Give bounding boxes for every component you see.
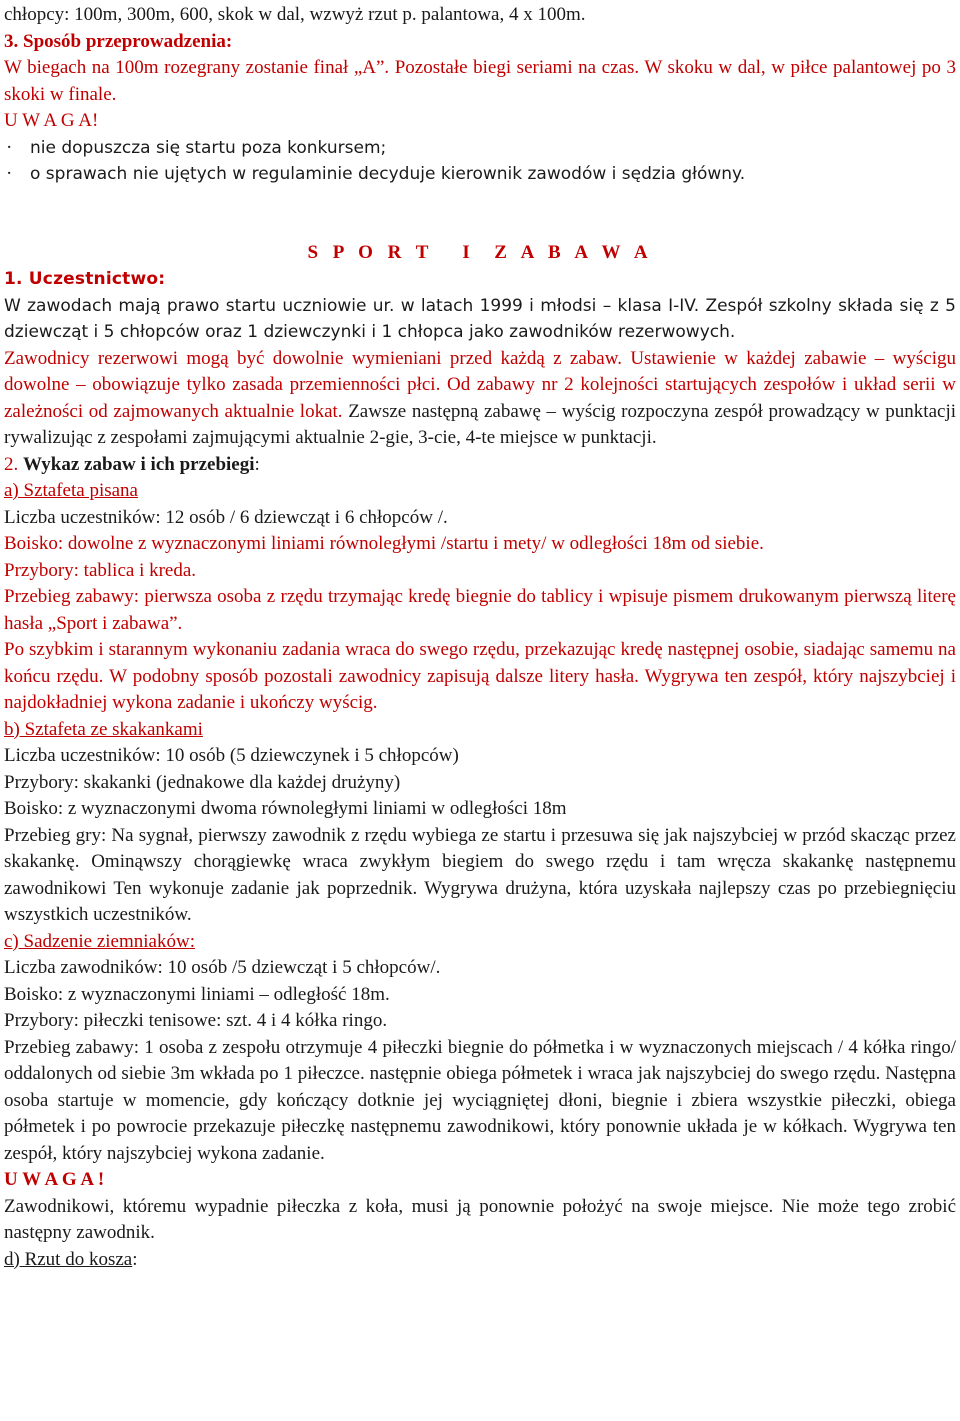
game-b-description: Przebieg gry: Na sygnał, pierwszy zawodnik z rzędu wybiega ze startu i przesuwa się jak najszybciej w przód skacząc przez skakankę. Ominąwszy chorągiewkę wraca zwykłym biegiem do swego rzędu i tam wręcza skakankę następnemu zawodnikowi Ten wykonuje zadanie jak poprzednik. Wygrywa drużyna, która uzyskała najlepszy czas po przebiegnięciu wszystkich uczestników. <box>4 824 956 925</box>
game-b-equipment: Przybory: skakanki (jednakowe dla każdej drużyny) <box>4 771 401 793</box>
bullet-dot-icon: · <box>6 136 13 158</box>
intro-line: chłopcy: 100m, 300m, 600, skok w dal, wzwyż rzut p. palantowa, 4 x 100m. <box>4 4 586 25</box>
game-b-participants: Liczba uczestników: 10 osób (5 dziewczynek i 5 chłopców) <box>4 745 459 766</box>
intro-block <box>4 2 956 188</box>
bullet-item: · o sprawach nie ujętych w regulaminie decyduje kierownik zawodów i sędzia główny. <box>4 161 956 188</box>
game-c-participants: Liczba zawodników: 10 osób /5 dziewcząt i 5 chłopców/. <box>4 957 441 978</box>
game-a-field: Boisko: dowolne z wyznaczonymi liniami równoległymi /startu i mety/ w odległości 18m od siebie. <box>4 533 764 554</box>
game-a-participants: Liczba uczestników: 12 osób / 6 dziewcząt i 6 chłopców /. <box>4 506 448 528</box>
game-c-title: c) Sadzenie ziemniaków: <box>4 930 195 952</box>
paragraph-runs: W biegach na 100m rozegrany zostanie finał „A”. Pozostałe biegi seriami na czas. W skoku w dal, w piłce palantowej po 3 skoki w finale. <box>4 57 956 105</box>
game-a-description: Przebieg zabawy: pierwsza osoba z rzędu trzymając kredę biegnie do tablicy i wpisuje pismem drukowanym pierwszą literę hasła „Sport i zabawa”. <box>4 586 956 634</box>
game-d-title: d) Rzut do kosza: <box>4 1248 138 1270</box>
game-c-equipment: Przybory: piłeczki tenisowe: szt. 4 i 4 kółka ringo. <box>4 1010 388 1031</box>
uwaga-label: U W A G A! <box>4 110 99 131</box>
game-b <box>4 717 956 929</box>
bullet-item: · nie dopuszcza się startu poza konkursem; <box>4 135 956 162</box>
bullet-dot-icon: · <box>6 163 13 184</box>
paragraph-uczestnictwo-rules: Zawodnicy rezerwowi mogą być dowolnie wymieniani przed każdą z zabaw. Ustawienie w każdej zabawie – wyścigu dowolne – obowiązuje tylko zasada przemienności płci. Od zabawy nr 2 kolejności startujących zespołów i układ serii w zależności od zajmowanych aktualnie lokat. Zawsze następną zabawę – wyścig rozpoczyna zespół prowadzący w punktacji rywalizując z zespołami zajmującymi aktualnie 2-gie, 3-cie, 4-te miejsce w punktacji. <box>4 347 957 448</box>
game-a-description-2: Po szybkim i starannym wykonaniu zadania wraca do swego rzędu, przekazując kredę następnej osobie, siadając samemu na końcu rzędu. W podobny sposób pozostali zawodnicy zapisują dalsze litery hasła. Wygrywa ten zespół, który najszybciej i najdokładniej wykona zadanie i ukończy wyścig. <box>4 639 956 713</box>
section-title: S P O R T I Z A B A W A <box>307 241 653 263</box>
game-d <box>4 1247 956 1274</box>
game-c-field: Boisko: z wyznaczonymi liniami – odległość 18m. <box>4 983 390 1005</box>
uwaga-label-2: U W A G A ! <box>4 1169 105 1190</box>
game-a-equipment: Przybory: tablica i kreda. <box>4 559 197 581</box>
game-c <box>4 929 956 1247</box>
game-c-note: Zawodnikowi, któremu wypadnie piłeczka z koła, musi ją ponownie położyć na swoje miejsce. Nie może tego zrobić następny zawodnik. <box>4 1195 956 1243</box>
heading-wykaz-zabaw: 2. Wykaz zabaw i ich przebiegi: <box>4 453 260 475</box>
game-b-title: b) Sztafeta ze skakankami <box>4 718 203 740</box>
game-a <box>4 478 956 717</box>
game-a-title: a) Sztafeta pisana <box>4 480 138 501</box>
game-c-description: Przebieg zabawy: 1 osoba z zespołu otrzymuje 4 piłeczki biegnie do półmetka i w wyznaczonych miejscach / 4 kółka ringo/ oddalonych od siebie 3m wkłada po 1 piłeczce. następnie obiega półmetek i wraca jak najszybciej do swego rzędu. Następna osoba startuje w momencie, gdy kończący dotknie jej wyciągniętej dłoni, biegnie i zbiera wszystkie piłeczki, obiega półmetek i po powrocie przekazuje piłeczkę następnemu zawodnikowi, który ponownie układa je w kółkach. Wygrywa ten zespół, który najszybciej wykona zadanie. <box>4 1036 956 1164</box>
heading-uczestnictwo: 1. Uczestnictwo: <box>4 269 166 289</box>
game-b-field: Boisko: z wyznaczonymi dwoma równoległymi liniami w odległości 18m <box>4 798 567 819</box>
section-heading-3: 3. Sposób przeprowadzenia: <box>4 30 233 52</box>
paragraph-uczestnictwo: W zawodach mają prawo startu uczniowie ur. w latach 1999 i młodsi – klasa I-IV. Zespół szkolny składa się z 5 dziewcząt i 5 chłopców oraz 1 dziewczynki i 1 chłopca jako zawodników rezerwowych. <box>4 295 956 342</box>
